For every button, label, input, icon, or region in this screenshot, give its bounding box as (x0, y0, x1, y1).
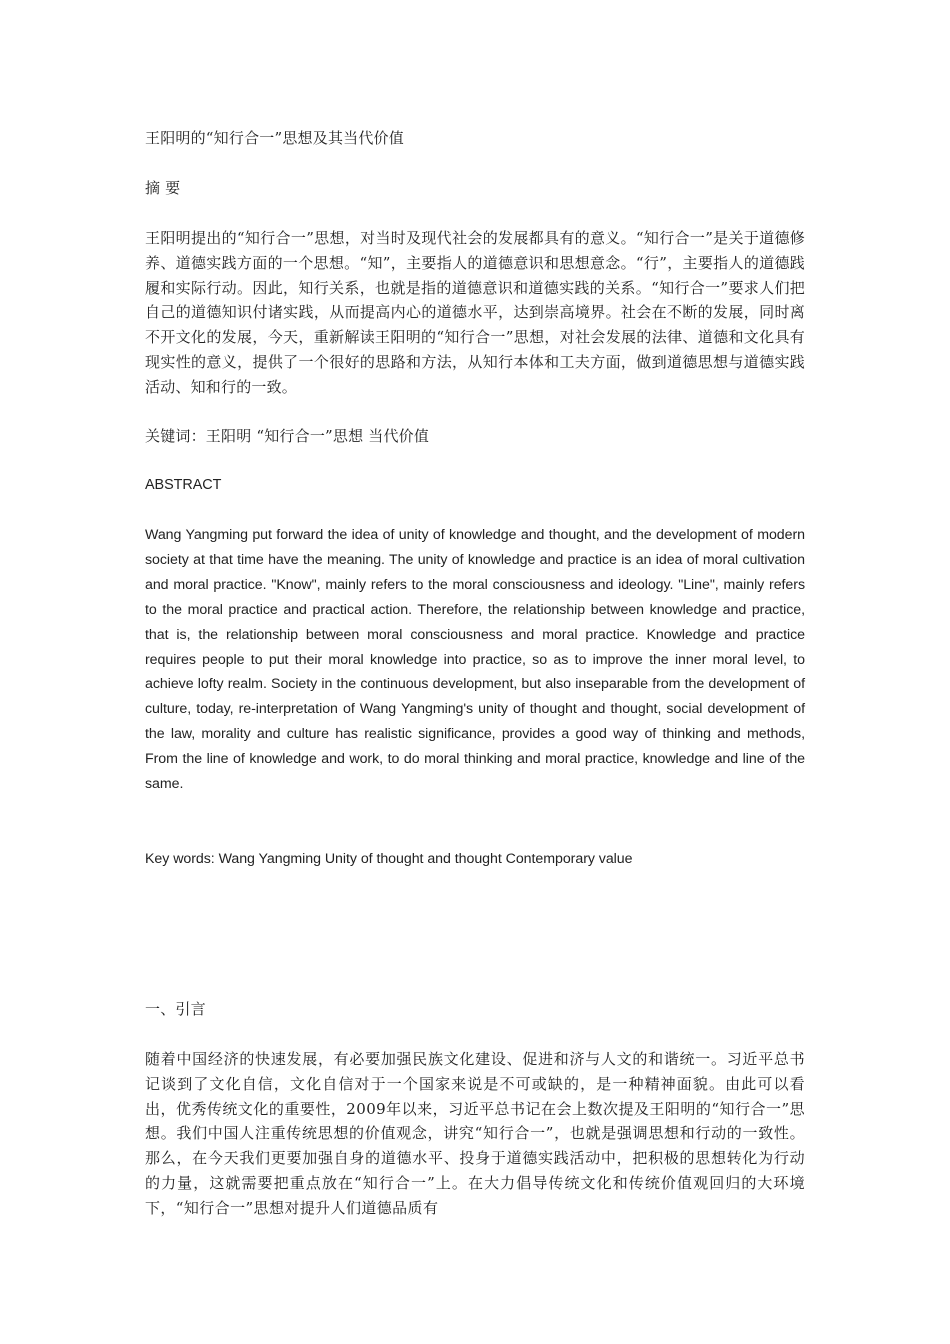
abstract-en-body: Wang Yangming put forward the idea of unity of knowledge and thought, and the development of modern society at that time have the meaning. The unity of knowledge and practice is an idea of moral cultivation and moral practice. "Know", mainly refers to the moral consciousness and ideology. "Line", mainly refers to the moral practice and practical action. Therefore, the relationship between knowledge and practice, that is, the relationship between moral consciousness and moral practice. Knowledge and practice requires people to put their moral knowledge into practice, so as to improve the inner moral level, to achieve lofty realm. Society in the continuous development, but also inseparable from the development of culture, today, re-interpretation of Wang Yangming's unity of thought and thought, social development of the law, morality and culture has realistic significance, provides a good way of thinking and methods, From the line of knowledge and work, to do moral thinking and moral practice, knowledge and line of the same. (145, 527, 805, 793)
abstract-cn-keywords: 关键词：王阳明 “知行合一”思想 当代价值 (145, 427, 430, 445)
abstract-en-keywords: Key words: Wang Yangming Unity of thought and thought Contemporary value (145, 851, 633, 867)
abstract-cn-body: 王阳明提出的“知行合一”思想，对当时及现代社会的发展都具有的意义。“知行合一”是关于道德修养、道德实践方面的一个思想。“知”，主要指人的道德意识和思想意念。“行”，主要指人的道德践履和实际行动。因此，知行关系，也就是指的道德意识和道德实践的关系。“知行合一”要求人们把自己的道德知识付诸实践，从而提高内心的道德水平，达到崇高境界。社会在不断的发展，同时离不开文化的发展，今天，重新解读王阳明的“知行合一”思想，对社会发展的法律、道德和文化具有现实性的意义，提供了一个很好的思路和方法，从知行本体和工夫方面，做到道德思想与道德实践活动、知和行的一致。 (145, 229, 805, 396)
section-1-body: 随着中国经济的快速发展，有必要加强民族文化建设、促进和济与人文的和谐统一。习近平总书记谈到了文化自信，文化自信对于一个国家来说是不可或缺的，是一种精神面貌。由此可以看出，优秀传统文化的重要性，2009年以来，习近平总书记在会上数次提及王阳明的“知行合一”思想。我们中国人注重传统思想的价值观念，讲究“知行合一”，也就是强调思想和行动的一致性。那么，在今天我们更要加强自身的道德水平、投身于道德实践活动中，把积极的思想转化为行动的力量，这就需要把重点放在“知行合一”上。在大力倡导传统文化和传统价值观回归的大环境下，“知行合一”思想对提升人们道德品质有 (145, 1050, 805, 1217)
section-1-heading: 一、引言 (145, 1000, 206, 1018)
abstract-cn-heading: 摘 要 (145, 179, 181, 197)
document-title: 王阳明的“知行合一”思想及其当代价值 (145, 129, 404, 147)
abstract-en-heading: ABSTRACT (145, 477, 222, 493)
